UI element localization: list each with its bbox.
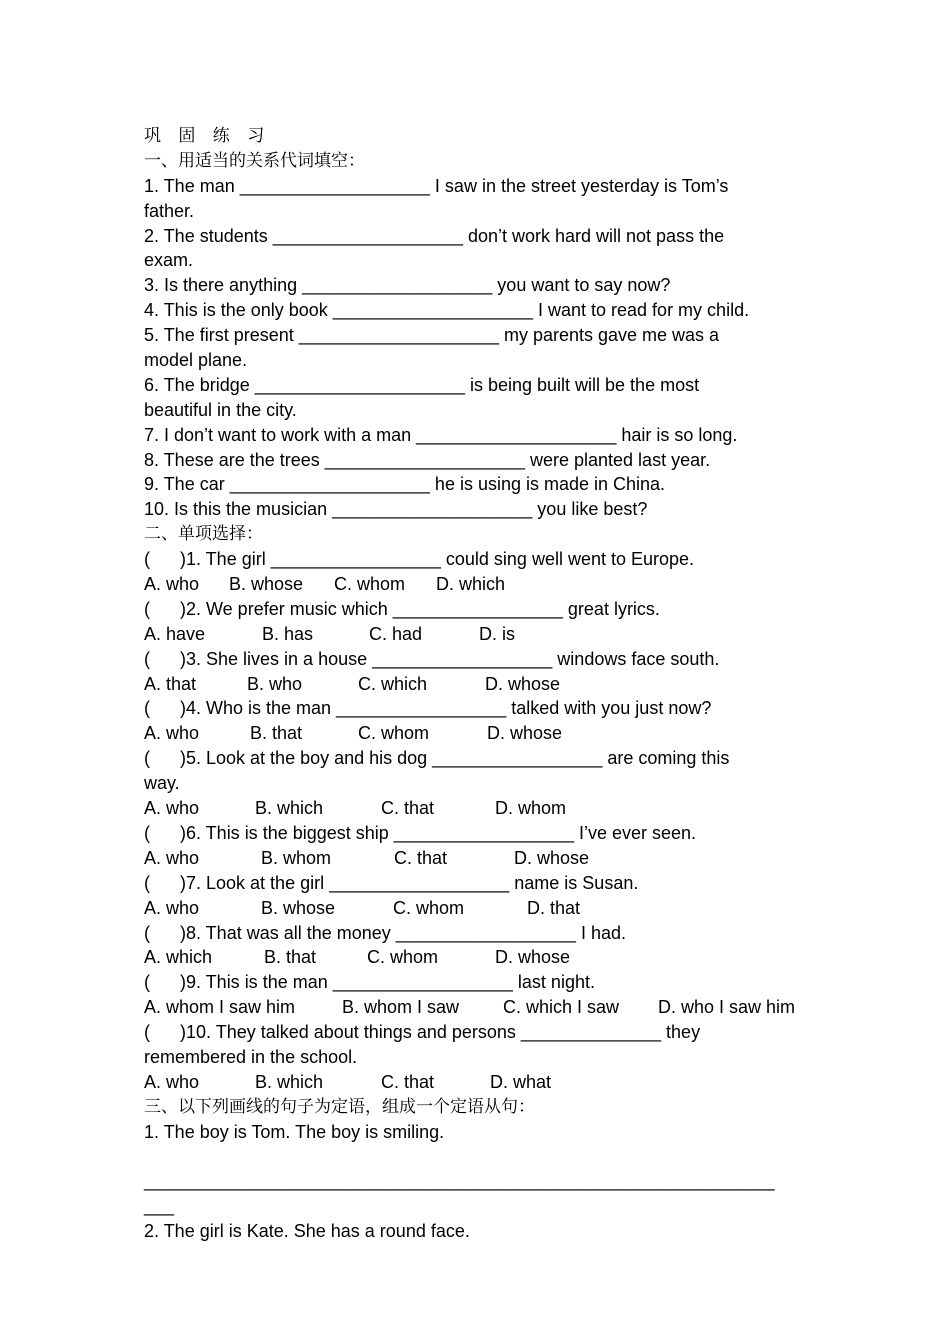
option-choice: D. what: [490, 1071, 552, 1092]
question-line: ( )5. Look at the boy and his dog _________________ are coming this: [144, 748, 730, 769]
option-choice: B. that: [250, 723, 303, 744]
worksheet-title: 巩 固 练 习: [144, 126, 271, 146]
question-line: ( )4. Who is the man _________________ talked with you just now?: [144, 698, 712, 719]
exercise-line: 2. The students ___________________ don’t work hard will not pass the: [144, 225, 725, 246]
option-choice: B. that: [264, 947, 317, 968]
exercise-line: 3. Is there anything ___________________ you want to say now?: [144, 275, 671, 296]
options-row: [144, 995, 824, 1020]
option-choice: A. whom I saw him: [144, 997, 296, 1018]
option-choice: C. whom: [393, 897, 465, 918]
option-choice: D. whom: [495, 798, 567, 819]
section-heading: 三、以下列画线的句子为定语，组成一个定语从句：: [144, 1096, 535, 1117]
question-line: way.: [144, 773, 180, 794]
question-line: ( )6. This is the biggest ship __________________ I’ve ever seen.: [144, 822, 697, 843]
question-line: remembered in the school.: [144, 1046, 358, 1067]
exercise-line: 5. The first present ____________________ my parents gave me was a: [144, 325, 720, 346]
section-heading: 二、单项选择：: [144, 524, 263, 545]
worksheet: [144, 124, 824, 1244]
options-row: [144, 1070, 824, 1095]
option-choice: A. have: [144, 623, 206, 644]
section-combine: [144, 1095, 824, 1244]
question-line: ( )9. This is the man __________________ last night.: [144, 972, 595, 993]
exercise-line: 4. This is the only book ____________________ I want to read for my child.: [144, 300, 750, 321]
option-choice: C. that: [381, 798, 435, 819]
option-choice: D. whose: [487, 723, 563, 744]
option-choice: C. whom: [334, 574, 406, 595]
exercise-line: 10. Is this the musician ____________________ you like best?: [144, 499, 648, 520]
option-choice: C. whom: [358, 723, 430, 744]
options-row: [144, 796, 824, 821]
option-choice: B. whom I saw: [342, 997, 460, 1018]
option-choice: A. who: [144, 798, 200, 819]
option-choice: C. which: [358, 673, 428, 694]
options-row: [144, 846, 824, 871]
option-choice: D. whose: [495, 947, 571, 968]
exercise-line: exam.: [144, 250, 194, 271]
option-choice: B. which: [255, 1071, 324, 1092]
exercise-line: 6. The bridge _____________________ is being built will be the most: [144, 374, 700, 395]
option-choice: C. had: [369, 623, 423, 644]
answer-line: _______________________________________________________________: [144, 1171, 775, 1192]
options-row: [144, 721, 824, 746]
exercise-line: 2. The girl is Kate. She has a round face.: [144, 1221, 470, 1242]
question-line: ( )10. They talked about things and persons ______________ they: [144, 1022, 701, 1043]
exercise-line: model plane.: [144, 350, 248, 371]
question-line: ( )7. Look at the girl __________________ name is Susan.: [144, 872, 639, 893]
options-row: [144, 896, 824, 921]
option-choice: D. that: [527, 897, 581, 918]
section-multiple-choice: [144, 522, 824, 1094]
option-choice: B. whom: [261, 847, 332, 868]
option-choice: A. who: [144, 897, 200, 918]
exercise-line: 1. The man ___________________ I saw in the street yesterday is Tom’s: [144, 175, 729, 196]
exercise-line: 8. These are the trees ____________________ were planted last year.: [144, 449, 711, 470]
question-line: ( )1. The girl _________________ could sing well went to Europe.: [144, 549, 695, 570]
exercise-line: father.: [144, 200, 195, 221]
option-choice: B. has: [262, 623, 314, 644]
answer-line: ___: [144, 1196, 175, 1217]
option-choice: C. which I saw: [503, 997, 620, 1018]
option-choice: B. who: [247, 673, 303, 694]
option-choice: D. is: [479, 623, 515, 644]
exercise-line: 7. I don’t want to work with a man ____________________ hair is so long.: [144, 424, 738, 445]
options-row: [144, 622, 824, 647]
exercise-line: 9. The car ____________________ he is using is made in China.: [144, 474, 666, 495]
option-choice: A. which: [144, 947, 213, 968]
section-fill-in: [144, 149, 824, 522]
option-choice: C. whom: [367, 947, 439, 968]
option-choice: A. who: [144, 847, 200, 868]
option-choice: C. that: [381, 1071, 435, 1092]
option-choice: D. who I saw him: [658, 997, 796, 1018]
options-row: [144, 945, 824, 970]
option-choice: B. whose: [261, 897, 336, 918]
section-heading: 一、用适当的关系代词填空：: [144, 150, 365, 171]
question-line: ( )2. We prefer music which _________________ great lyrics.: [144, 598, 660, 619]
option-choice: B. whose: [229, 574, 304, 595]
option-choice: A. who: [144, 1071, 200, 1092]
options-row: [144, 572, 824, 597]
option-choice: D. whose: [485, 673, 561, 694]
exercise-line: beautiful in the city.: [144, 399, 297, 420]
option-choice: A. that: [144, 673, 197, 694]
blank-spacer: [144, 1145, 824, 1170]
question-line: ( )3. She lives in a house __________________ windows face south.: [144, 648, 720, 669]
option-choice: D. which: [436, 574, 506, 595]
options-row: [144, 672, 824, 697]
option-choice: C. that: [394, 847, 448, 868]
exercise-line: 1. The boy is Tom. The boy is smiling.: [144, 1121, 445, 1142]
option-choice: A. who: [144, 574, 200, 595]
option-choice: D. whose: [514, 847, 590, 868]
question-line: ( )8. That was all the money __________________ I had.: [144, 922, 627, 943]
option-choice: A. who: [144, 723, 200, 744]
option-choice: B. which: [255, 798, 324, 819]
